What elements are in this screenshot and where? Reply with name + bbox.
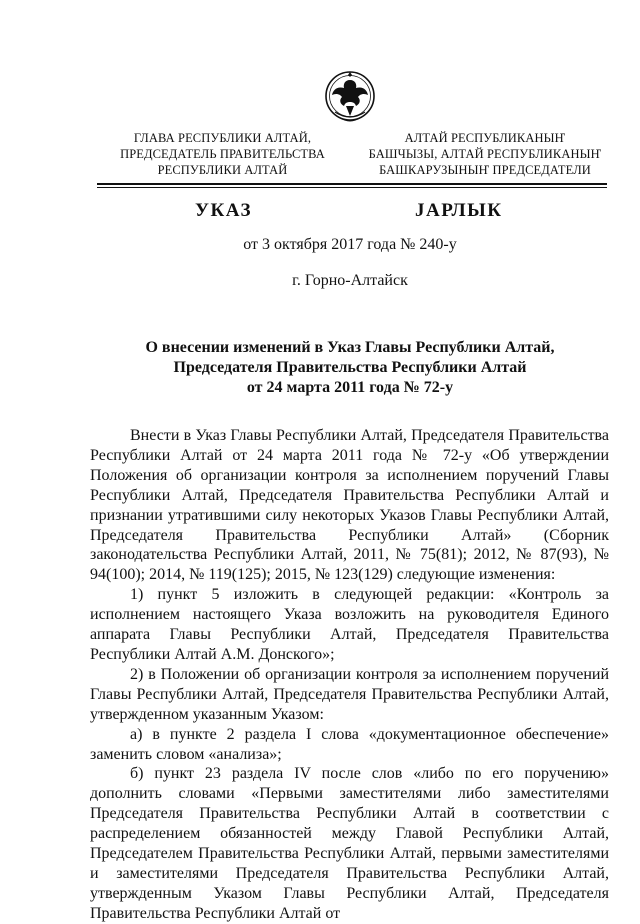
header-divider-thin	[97, 187, 607, 188]
coat-of-arms-icon	[323, 66, 377, 128]
doc-type-russian: УКАЗ	[195, 200, 252, 221]
doc-type-altai: JАРЛЫК	[415, 200, 503, 221]
decree-title-line: от 24 марта 2011 года № 72-у	[246, 379, 454, 396]
header-right	[360, 130, 610, 178]
body-paragraph: 2) в Положении об организации контроля за исполнением поручений Главы Республики Алтай, Председателя Правительства Республики Алтай, утвержденном указанным Указом:	[90, 665, 609, 723]
decree-title-line: О внесении изменений в Указ Главы Республики Алтай,	[145, 339, 555, 356]
decree-date-number: от 3 октября 2017 года № 240-у	[243, 236, 457, 253]
decree-body	[90, 426, 609, 924]
header-right-line: БАШЧЫЗЫ, АЛТАЙ РЕСПУБЛИКАНЫҤ	[368, 147, 602, 161]
decree-title-line: Председателя Правительства Республики Алтай	[173, 359, 527, 376]
body-paragraph: б) пункт 23 раздела IV после слов «либо по его поручению» дополнить словами «Первыми заместителями либо заместителями Председателя Правительства Республики Алтай в соответствии с распределением обязанностей между Главой Республики Алтай, Председателем Правительства Республики Алтай, первыми заместителями и заместителями Председателя Правительства Республики Алтай, утвержденным Указом Главы Республики Алтай, Председателя Правительства Республики Алтай от	[90, 765, 609, 922]
header-left-line: ГЛАВА РЕСПУБЛИКИ АЛТАЙ,	[133, 131, 312, 145]
header-left-line: ПРЕДСЕДАТЕЛЬ ПРАВИТЕЛЬСТВА	[120, 147, 325, 161]
decree-title	[90, 338, 610, 398]
header-left	[105, 130, 340, 178]
body-paragraph: 1) пункт 5 изложить в следующей редакции: «Контроль за исполнением настоящего Указа возложить на руководителя Единого аппарата Главы Республики Алтай, Председателя Правительства Республики Алтай А.М. Донского»;	[90, 586, 609, 663]
header-left-line: РЕСПУБЛИКИ АЛТАЙ	[157, 163, 288, 177]
decree-city: г. Горно-Алтайск	[292, 272, 408, 289]
header-divider-thick	[97, 183, 607, 185]
header-right-line: БАШКАРУЗЫНЫҤ ПРЕДСЕДАТЕЛИ	[379, 163, 591, 177]
body-paragraph: а) в пункте 2 раздела I слова «документационное обеспечение» заменить словом «анализа»;	[90, 725, 609, 763]
header-right-line: АЛТАЙ РЕСПУБЛИКАНЫҤ	[404, 131, 566, 145]
body-paragraph: Внести в Указ Главы Республики Алтай, Председателя Правительства Республики Алтай от 24 марта 2011 года № 72-у «Об утверждении Положения об организации контроля за исполнением поручений Главы Республики Алтай, Председателя Правительства Республики Алтай и признании утратившими силу некоторых Указов Главы Республики Алтай, Председателя Правительства Республики Алтай» (Сборник законодательства Республики Алтай, 2011, № 75(81); 2012, № 87(93), № 94(100); 2014, № 119(125); 2015, № 123(129) следующие изменения:	[90, 427, 609, 584]
